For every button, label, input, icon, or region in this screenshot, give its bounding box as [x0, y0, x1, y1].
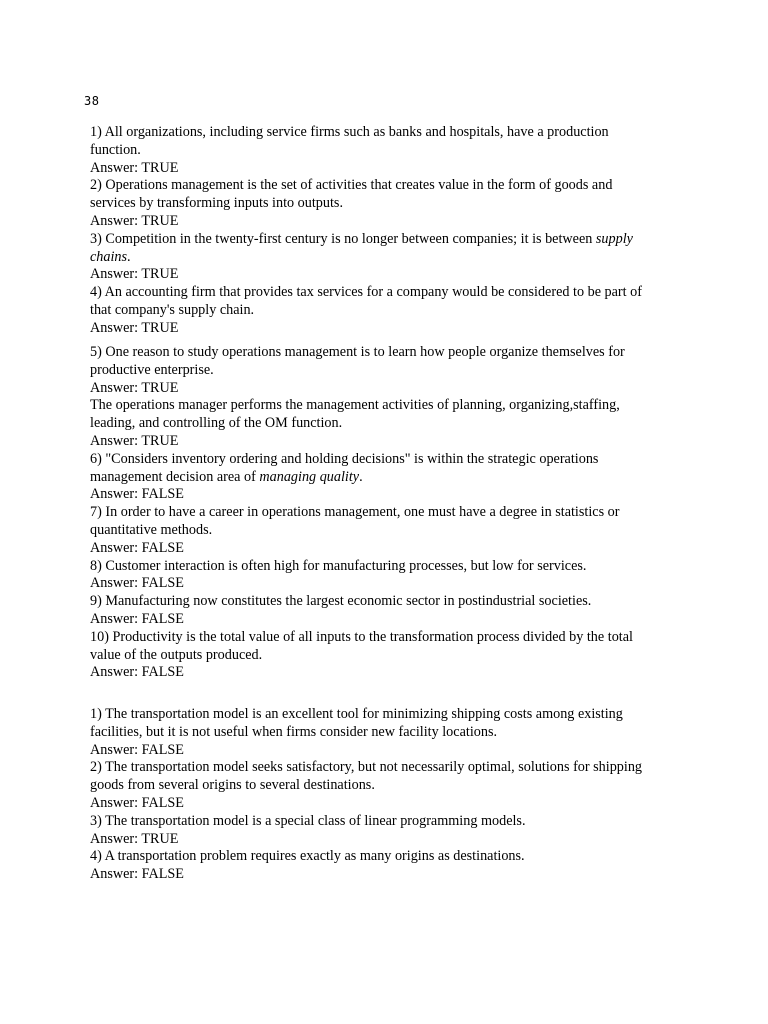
- transport-question-1-line-1: 1) The transportation model is an excellent tool for minimizing shipping costs among existing: [90, 706, 623, 722]
- statement-om-answer: Answer: TRUE: [90, 432, 179, 449]
- question-1-answer: Answer: TRUE: [90, 159, 179, 176]
- question-4-answer: Answer: TRUE: [90, 319, 179, 336]
- question-3-line-2-italic: chains: [90, 248, 128, 265]
- statement-om-line-2: leading, and controlling of the OM function.: [90, 415, 343, 432]
- question-2-line-2: services by transforming inputs into outputs.: [90, 195, 343, 212]
- question-2-answer: Answer: TRUE: [90, 212, 179, 229]
- question-3-line-1-text: 3) Competition in the twenty-first century is no longer between companies; it is between: [90, 230, 596, 247]
- question-8-line-1: 8) Customer interaction is often high for manufacturing processes, but low for services.: [90, 557, 587, 574]
- statement-om-line-1: The operations manager performs the management activities of planning, organizing,staffing,: [90, 397, 620, 414]
- transport-question-4-line-1: 4) A transportation problem requires exactly as many origins as destinations.: [90, 848, 525, 865]
- transport-question-1-line-2: facilities, but it is not useful when firms consider new facility locations.: [90, 723, 498, 740]
- question-4-line-2: that company's supply chain.: [90, 301, 255, 318]
- question-10-answer: Answer: FALSE: [90, 664, 184, 681]
- question-3-answer: Answer: TRUE: [90, 266, 179, 283]
- transport-question-4-answer: Answer: FALSE: [90, 866, 184, 883]
- transport-question-2-answer: Answer: FALSE: [90, 794, 184, 811]
- question-5-line-2: productive enterprise.: [90, 361, 214, 378]
- question-7-line-2: quantitative methods.: [90, 521, 213, 538]
- question-3-line-1: [90, 231, 690, 249]
- transport-question-2-line-2: goods from several origins to several destinations.: [90, 777, 375, 794]
- question-block-1: [90, 124, 690, 338]
- question-6-line-2-italic: managing quality: [259, 468, 360, 485]
- question-block-3: [90, 706, 690, 884]
- question-3-line-2: [90, 249, 690, 267]
- question-2-line-1: 2) Operations management is the set of activities that creates value in the form of goods and: [90, 177, 613, 194]
- question-9-answer: Answer: FALSE: [90, 610, 184, 627]
- question-10-line-1: 10) Productivity is the total value of all inputs to the transformation process divided by the total: [90, 628, 633, 645]
- transport-question-1-answer: Answer: FALSE: [90, 741, 184, 758]
- question-6-line-2: [90, 469, 690, 487]
- question-3-line-1-italic: supply: [595, 230, 633, 247]
- question-5-answer: Answer: TRUE: [90, 379, 179, 396]
- question-10-line-2: value of the outputs produced.: [90, 646, 263, 663]
- question-3-line-2-text: .: [127, 248, 131, 265]
- question-1-line-2: function.: [90, 141, 141, 158]
- page-number: 38: [84, 94, 100, 108]
- question-7-line-1: 7) In order to have a career in operations management, one must have a degree in statistics or: [90, 504, 620, 521]
- question-6-line-1: 6) "Considers inventory ordering and holding decisions" is within the strategic operations: [90, 450, 599, 467]
- question-1-line-1: 1) All organizations, including service firms such as banks and hospitals, have a production: [90, 124, 609, 140]
- question-8-answer: Answer: FALSE: [90, 575, 184, 592]
- question-6-line-2-end: .: [359, 468, 363, 485]
- question-block-2: [90, 344, 690, 682]
- transport-question-3-answer: Answer: TRUE: [90, 830, 179, 847]
- question-7-answer: Answer: FALSE: [90, 539, 184, 556]
- transport-question-2-line-1: 2) The transportation model seeks satisfactory, but not necessarily optimal, solutions for shipping: [90, 759, 643, 776]
- question-5-line-1: 5) One reason to study operations management is to learn how people organize themselves for: [90, 344, 625, 360]
- question-6-answer: Answer: FALSE: [90, 486, 184, 503]
- question-4-line-1: 4) An accounting firm that provides tax services for a company would be considered to be part of: [90, 284, 642, 301]
- transport-question-3-line-1: 3) The transportation model is a special class of linear programming models.: [90, 812, 526, 829]
- question-6-line-2-text: management decision area of: [90, 468, 260, 485]
- question-9-line-1: 9) Manufacturing now constitutes the largest economic sector in postindustrial societies.: [90, 593, 592, 610]
